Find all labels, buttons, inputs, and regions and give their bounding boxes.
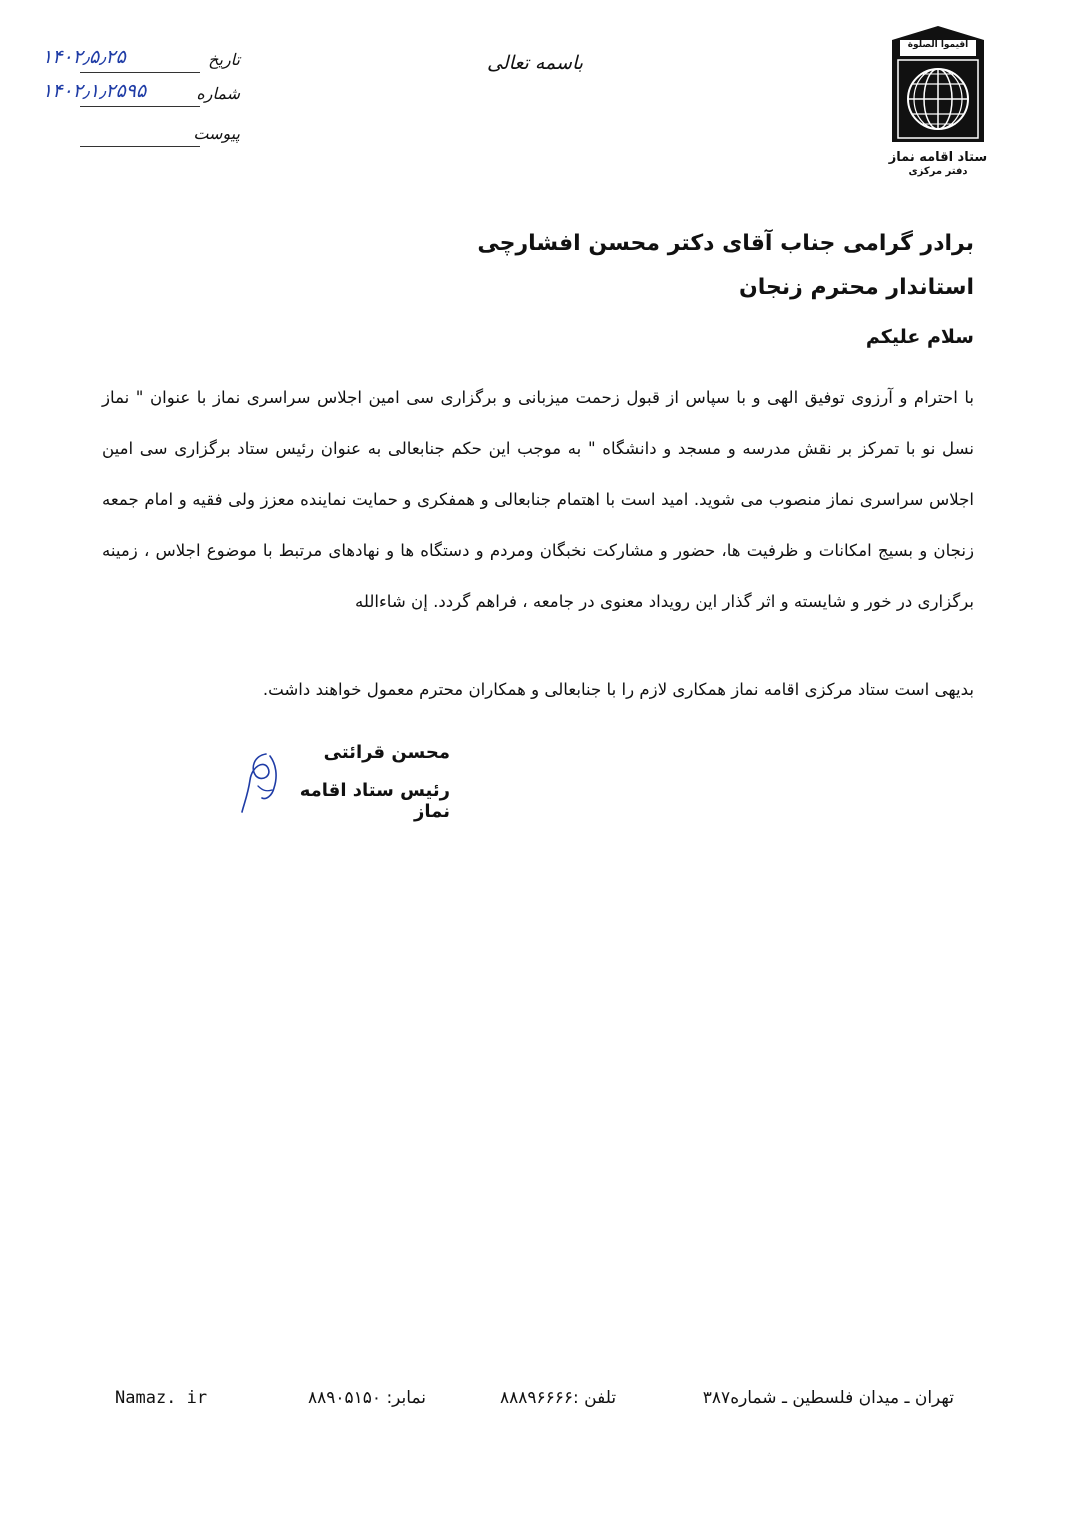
logo-banner-text: أقيموا الصلوة [907, 40, 969, 50]
signatory-name: محسن قرائتی [323, 742, 450, 763]
addressee-line-2: استاندار محترم زنجان [739, 275, 974, 300]
logo-org-sub: دفتر مرکزی [908, 165, 968, 177]
handwritten-signature-icon [236, 746, 284, 816]
bismillah-heading: باسمه تعالی [486, 52, 584, 74]
attachment-row [40, 124, 240, 154]
signatory-title: رئیس ستاد اقامه نماز [299, 780, 450, 822]
attachment-label: پیوست [193, 124, 240, 143]
number-underline [80, 106, 200, 107]
date-label: تاریخ [208, 50, 240, 69]
footer-phone: تلفن :۸۸۸۹۶۶۶۶ [500, 1388, 617, 1408]
footer-website: Namaz. ir [115, 1388, 208, 1408]
addressee-line-1: برادر گرامی جناب آقای دکتر محسن افشارچی [477, 231, 974, 256]
greeting: سلام علیکم [865, 326, 974, 348]
footer-address: تهران ـ میدان فلسطین ـ شماره۳۸۷ [702, 1388, 954, 1408]
attachment-underline [80, 146, 200, 147]
letter-meta [40, 40, 240, 150]
number-label: شماره [196, 84, 240, 103]
letter-body: با احترام و آرزوی توفیق الهی و با سپاس از قبول زحمت میزبانی و برگزاری سی امین اجلاس سراسری نماز با عنوان " نماز نسل نو با تمرکز بر نقش مدرسه و مسجد و دانشگاه " به موجب این حکم جنابعالی به عنوان رئیس ستاد برگزاری سی امین اجلاس سراسری نماز منصوب می شوید. امید است با اهتمام جنابعالی و همفکری و حمایت نماینده معزز ولی فقیه و امام جمعه زنجان و بسیج امکانات و ظرفیت ها، حضور و مشارکت نخبگان ومردم و دستگاه ها و نهادهای مرتبط با موضوع اجلاس ، زمینه برگزاری در خور و شایسته و اثر گذار این رویداد معنوی در جامعه ، فراهم گردد. إن شاءالله [102, 388, 974, 611]
date-row [40, 46, 240, 80]
number-value: ۱۴۰۲٫۱٫۲۵۹۵ [42, 80, 147, 102]
organization-logo [888, 26, 988, 186]
number-row [40, 80, 240, 114]
footer-fax: نمابر: ۸۸۹۰۵۱۵۰ [308, 1388, 427, 1408]
date-value: ۱۴۰۲٫۵٫۲۵ [42, 46, 126, 68]
logo-org-name: ستاد اقامه نماز [888, 150, 988, 165]
letter-closing: بدیهی است ستاد مرکزی اقامه نماز همکاری لازم را با جنابعالی و همکاران محترم معمول خواهند داشت. [262, 680, 974, 699]
addressee-block [274, 222, 974, 310]
date-underline [80, 72, 200, 73]
